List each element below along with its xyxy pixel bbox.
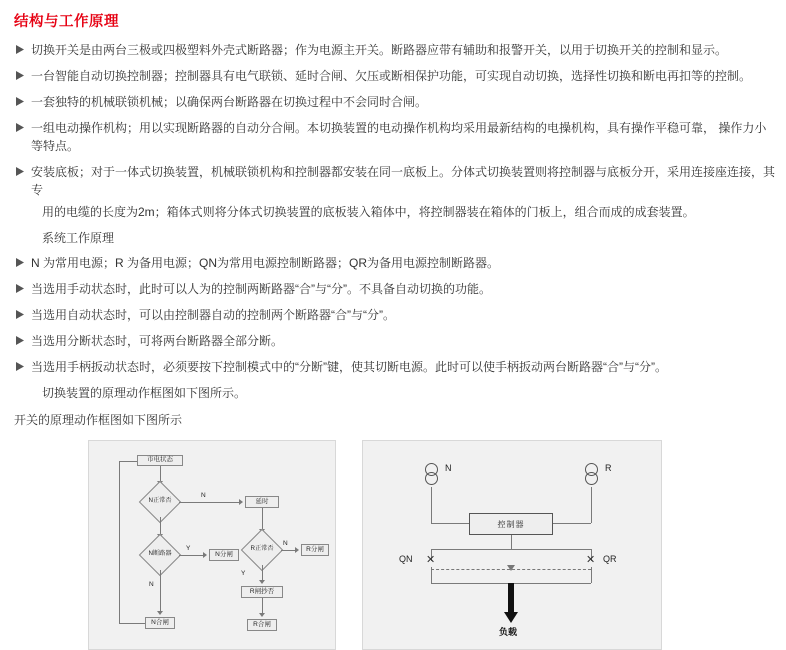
bullet-continuation-text: 用的电缆的长度为2m；箱体式则将分体式切换装置的底板装入箱体中，将控制器装在箱体的门板上，组合而成的成套装置。	[42, 205, 695, 219]
connector-line	[262, 598, 263, 614]
load-arrow-head	[504, 612, 518, 623]
connector-line	[119, 461, 120, 623]
edge-label: Y	[186, 545, 191, 552]
page-title: 结构与工作原理	[14, 14, 119, 30]
flow-node-delay: 延时	[245, 496, 279, 508]
source-coil-r-lower	[585, 472, 598, 485]
interlock-triangle-icon	[507, 565, 515, 571]
flow-decision-n-breaker-label: N断路器	[148, 550, 172, 557]
source-coil-n-lower	[425, 472, 438, 485]
triangle-bullet-icon	[16, 336, 29, 345]
triangle-bullet-icon	[16, 45, 29, 54]
connector-line	[511, 535, 512, 549]
list-item	[10, 280, 776, 298]
flow-node-r-close: R合闸	[247, 619, 277, 631]
label-source-r: R	[605, 463, 612, 473]
flow-decision-n-normal-label: N正常否	[148, 497, 172, 504]
switch-symbol-qn: ✕	[426, 554, 436, 566]
edge-label: N	[149, 581, 154, 588]
triangle-bullet-icon	[16, 362, 29, 371]
figure-caption: 切换装置的原理动作框图如下图所示。	[42, 386, 247, 400]
figure-area	[10, 440, 776, 650]
figure-note: 开关的原理动作框图如下图所示	[14, 413, 183, 427]
flow-node-n-close: N合闸	[145, 617, 175, 629]
arrow-icon	[295, 547, 299, 553]
flow-node-n-open: N分闸	[209, 549, 239, 561]
list-item	[10, 163, 776, 199]
flow-decision-r-normal-label: R正常否	[250, 545, 274, 552]
edge-label: N	[283, 540, 288, 547]
flow-node-mains-state: 市电状态	[137, 455, 183, 466]
triangle-bullet-icon	[16, 123, 29, 132]
list-item-text: 当选用分断状态时，可将两台断路器全部分断。	[31, 334, 284, 348]
list-item	[10, 332, 776, 350]
connector-line	[119, 623, 145, 624]
flow-chart-figure	[88, 440, 336, 650]
connector-line	[160, 570, 161, 612]
list-item-text: N 为常用电源；R 为备用电源；QN为常用电源控制断路器；QR为备用电源控制断路器。	[31, 256, 500, 270]
list-item	[10, 93, 776, 111]
connector-line	[160, 466, 161, 482]
list-item	[10, 306, 776, 324]
list-item-text: 当选用自动状态时，可以由控制器自动的控制两个断路器“合”与“分”。	[31, 308, 395, 322]
label-load: 负载	[499, 627, 518, 637]
arrow-icon	[157, 611, 163, 615]
triangle-bullet-icon	[16, 97, 29, 106]
list-item	[10, 119, 776, 155]
triangle-bullet-icon	[16, 258, 29, 267]
connector-line	[431, 549, 591, 550]
connector-line	[179, 555, 205, 556]
label-source-n: N	[445, 463, 452, 473]
load-arrow-stem	[508, 583, 514, 613]
controller-box: 控制器	[469, 513, 553, 535]
list-item	[10, 67, 776, 85]
edge-label: N	[201, 492, 206, 499]
connector-line	[431, 523, 469, 524]
connector-line	[591, 487, 592, 523]
arrow-icon	[239, 499, 243, 505]
section-label: 系统工作原理	[42, 231, 115, 245]
triangle-bullet-icon	[16, 167, 29, 176]
triangle-bullet-icon	[16, 71, 29, 80]
list-item-text: 安装底板；对于一体式切换装置，机械联锁机构和控制器都安装在同一底板上。分体式切换装置则将控制器与底板分开，采用连接座连接，其专	[31, 165, 776, 197]
circuit-figure	[362, 440, 662, 650]
arrow-icon	[203, 552, 207, 558]
triangle-bullet-icon	[16, 310, 29, 319]
list-item-text: 一组电动操作机构；用以实现断路器的自动分合闸。本切换装置的电动操作机构均采用最新结构的电操机构，具有操作平稳可靠， 操作力小等特点。	[31, 121, 767, 153]
connector-line	[262, 565, 263, 581]
list-item-text: 当选用手动状态时，此时可以人为的控制两断路器“合”与“分”。不具备自动切换的功能。	[31, 282, 491, 296]
switch-symbol-qr: ✕	[586, 554, 596, 566]
edge-label: Y	[241, 570, 246, 577]
flow-node-r-switch-check: R闸抄否	[241, 586, 283, 598]
arrow-icon	[259, 580, 265, 584]
label-qn: QN	[399, 554, 413, 564]
connector-line	[179, 502, 241, 503]
connector-line	[431, 487, 432, 523]
connector-line	[119, 461, 137, 462]
label-qr: QR	[603, 554, 617, 564]
connector-line	[553, 523, 591, 524]
list-item	[10, 358, 776, 376]
bullet-list-secondary	[10, 254, 776, 376]
list-item-text: 当选用手柄扳动状态时，必须要按下控制模式中的“分断”键，使其切断电源。此时可以使手柄扳动两台断路器“合”与“分”。	[31, 360, 667, 374]
list-item	[10, 41, 776, 59]
triangle-bullet-icon	[16, 284, 29, 293]
list-item-text: 切换开关是由两台三极或四极塑料外壳式断路器；作为电源主开关。断路器应带有辅助和报警开关，以用于切换开关的控制和显示。	[31, 43, 728, 57]
connector-line	[262, 508, 263, 530]
bullet-list-primary	[10, 41, 776, 199]
list-item-text: 一套独特的机械联锁机械；以确保两台断路器在切换过程中不会同时合闸。	[31, 95, 428, 109]
flow-node-r-open: R分闸	[301, 544, 329, 556]
connector-line	[591, 567, 592, 583]
list-item	[10, 254, 776, 272]
list-item-text: 一台智能自动切换控制器；控制器具有电气联锁、延时合闸、欠压或断相保护功能，可实现自动切换，选择性切换和断电再扣等的控制。	[31, 69, 752, 83]
connector-line	[160, 517, 161, 535]
arrow-icon	[259, 613, 265, 617]
